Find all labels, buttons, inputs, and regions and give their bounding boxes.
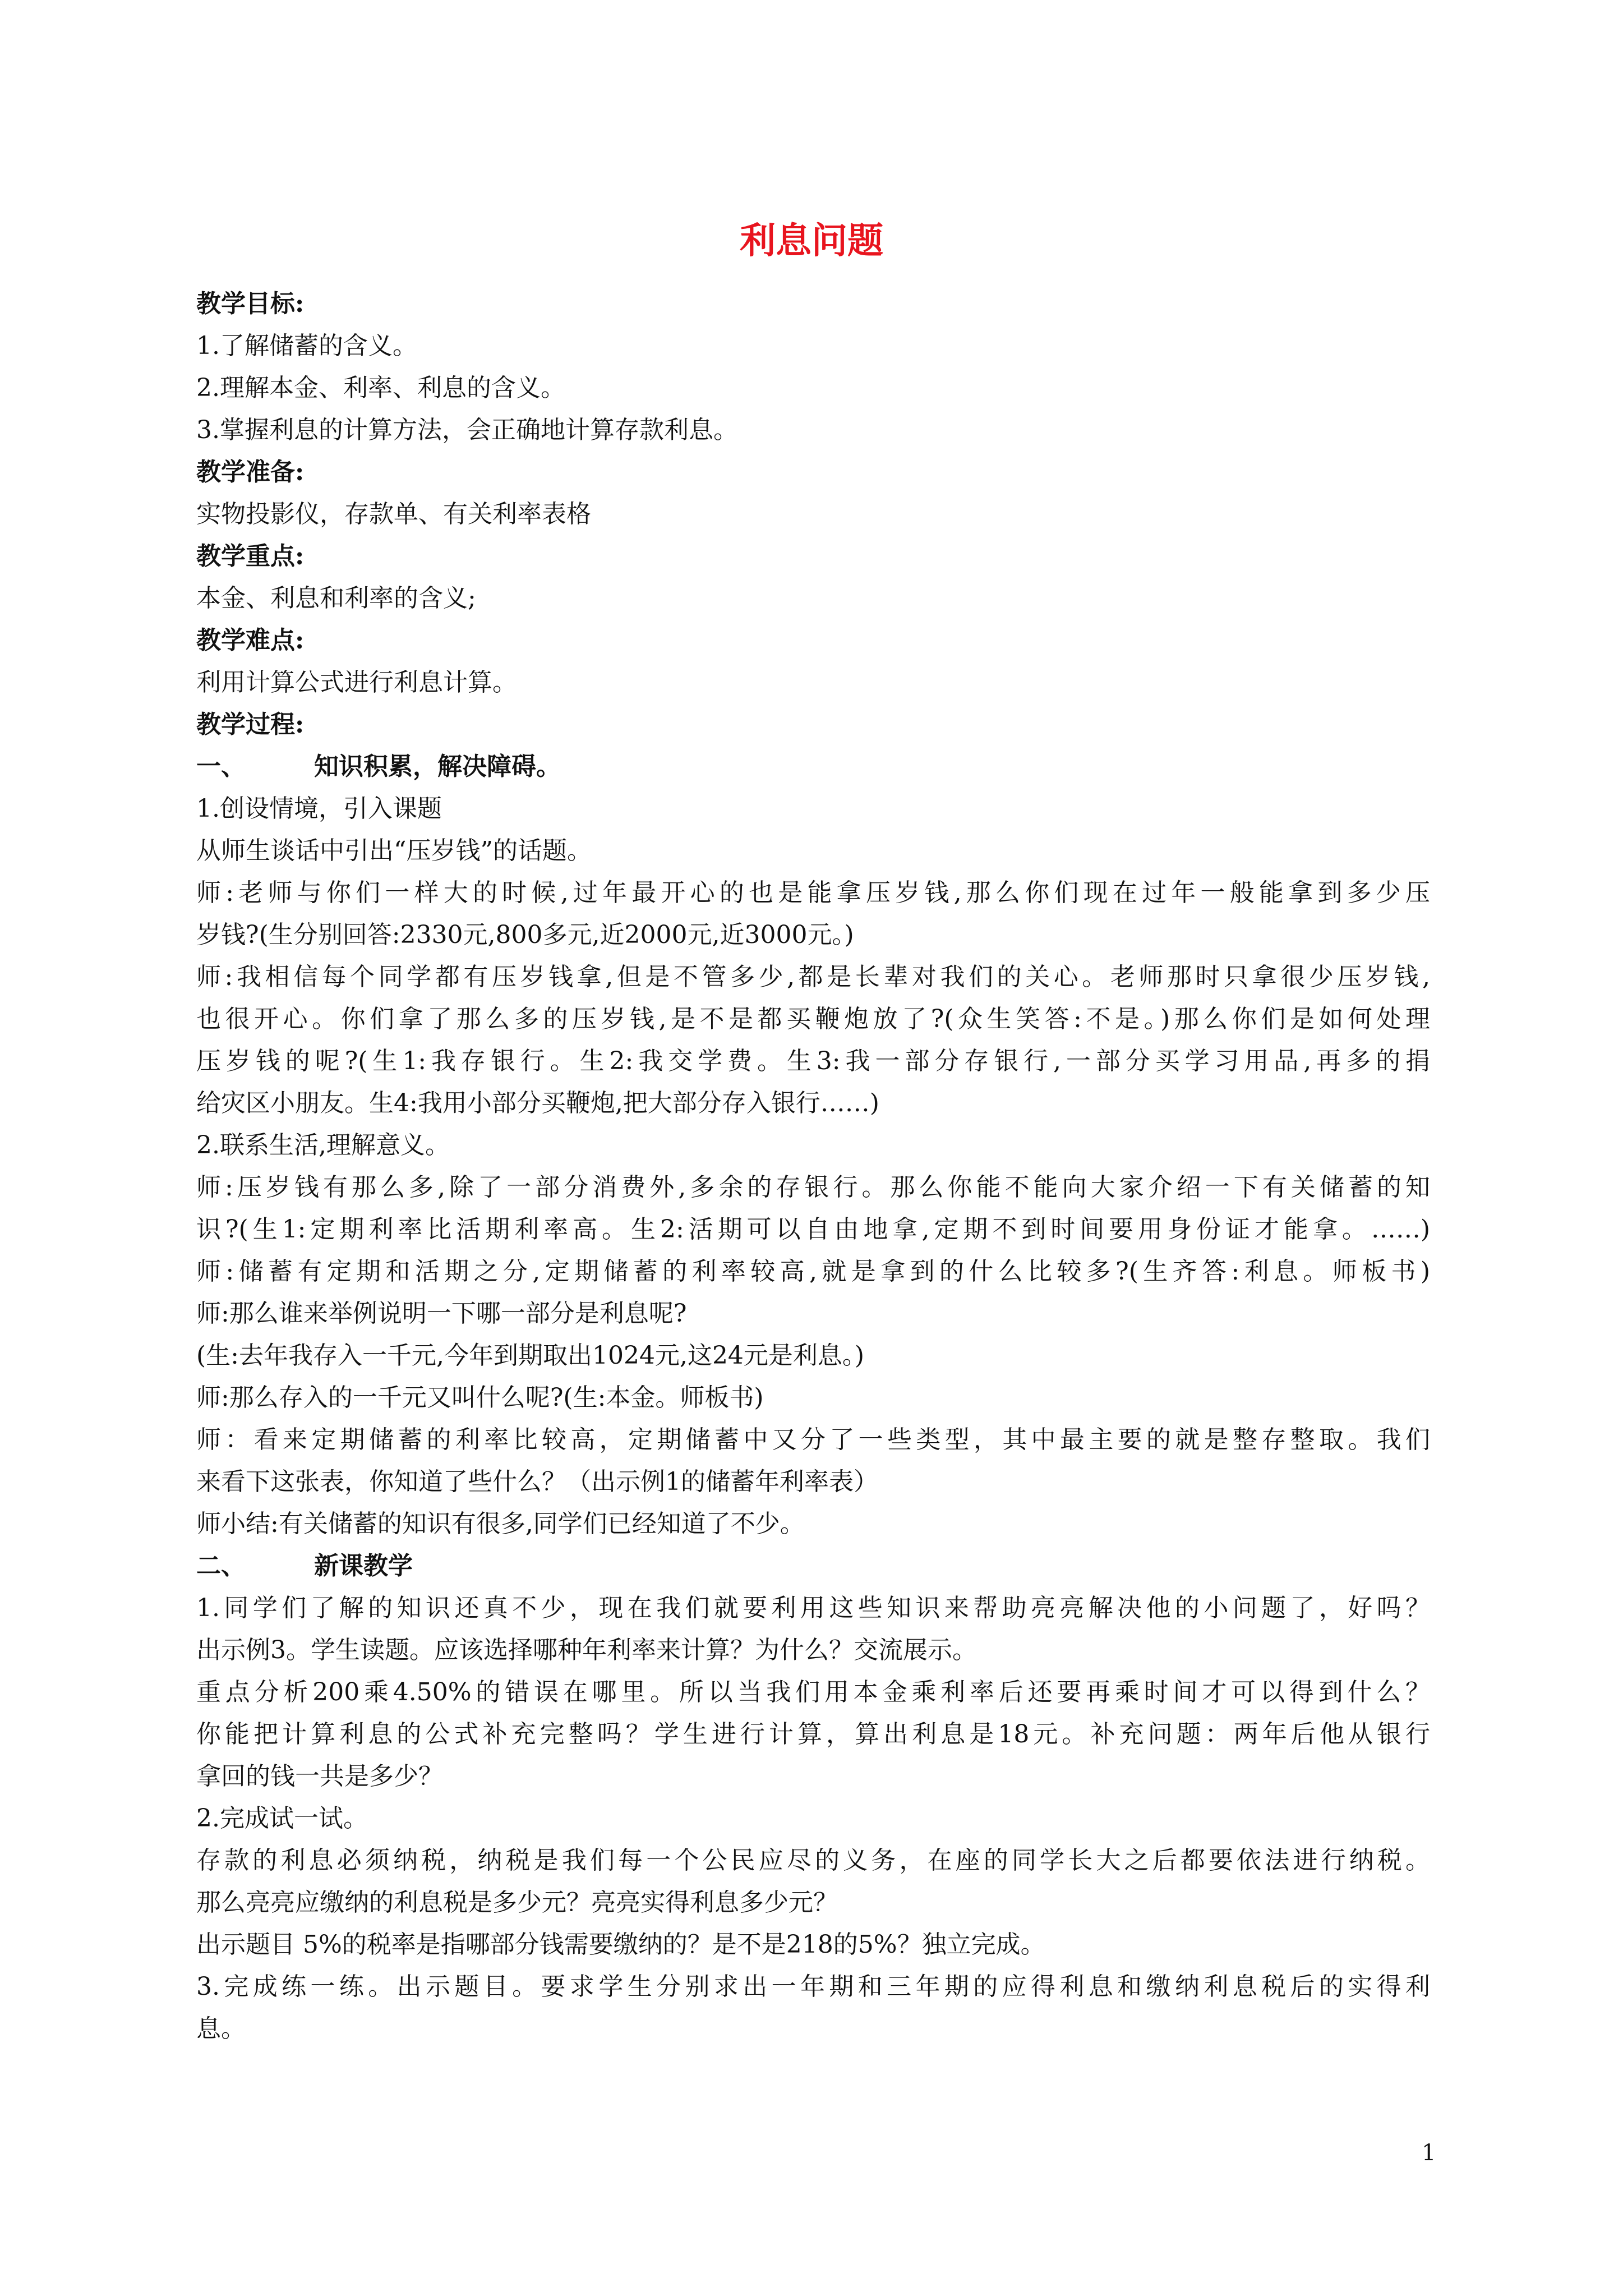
paragraph-line: 师小结:有关储蓄的知识有很多,同学们已经知道了不少。 [196,1510,805,1538]
paragraph-line: 师：看来定期储蓄的利率比较高，定期储蓄中又分了一些类型，其中最主要的就是整存整取。我们 [196,1425,1430,1454]
document-body [196,283,1430,2050]
paragraph-line: 2.完成试一试。 [196,1804,368,1833]
paragraph-line: 师:老师与你们一样大的时候,过年最开心的也是能拿压岁钱,那么你们现在过年一般能拿到多少压 [196,878,1430,907]
paragraph-line: 师:那么谁来举例说明一下哪一部分是利息呢? [196,1299,687,1328]
paragraph-line: 息。 [196,2014,246,2043]
section-one-title: 知识积累，解决障碍。 [314,752,561,781]
section-one-heading [196,746,1430,788]
paragraph-line: 师:储蓄有定期和活期之分,定期储蓄的利率较高,就是拿到的什么比较多?(生齐答:利息。师板书) [196,1257,1430,1286]
difficulty-heading: 教学难点: [196,626,305,655]
paragraph-line: 识?(生1:定期利率比活期利率高。生2:活期可以自由地拿,定期不到时间要用身份证才能拿。……) [196,1215,1430,1244]
paragraph-line: 1.同学们了解的知识还真不少，现在我们就要利用这些知识来帮助亮亮解决他的小问题了，好吗？ [196,1594,1430,1622]
paragraph-line: 来看下这张表，你知道了些什么？（出示例1的储蓄年利率表） [196,1467,878,1496]
paragraph-line: 拿回的钱一共是多少？ [196,1762,443,1791]
objectives-heading: 教学目标: [196,289,305,318]
section-two-number: 二、 [196,1552,246,1580]
paragraph-line: 出示题目 5%的税率是指哪部分钱需要缴纳的？是不是218的5%？独立完成。 [196,1930,1045,1959]
paragraph-line: 重点分析200乘4.50%的错误在哪里。所以当我们用本金乘利率后还要再乘时间才可以得到什么？ [196,1678,1430,1706]
objective-item: 2.理解本金、利率、利息的含义。 [196,374,565,402]
paragraph-line: 师:那么存入的一千元又叫什么呢?(生:本金。师板书) [196,1383,764,1412]
paragraph-line: 那么亮亮应缴纳的利息税是多少元？亮亮实得利息多少元？ [196,1888,838,1917]
paragraph-line: 1.创设情境，引入课题 [196,794,442,823]
paragraph-line: 出示例3。学生读题。应该选择哪种年利率来计算？为什么？交流展示。 [196,1636,977,1664]
paragraph-line: (生:去年我存入一千元,今年到期取出1024元,这24元是利息。) [196,1341,865,1370]
preparation-text: 实物投影仪，存款单、有关利率表格 [196,500,591,528]
objective-item: 3.掌握利息的计算方法，会正确地计算存款利息。 [196,416,738,444]
paragraph-line: 师:我相信每个同学都有压岁钱拿,但是不管多少,都是长辈对我们的关心。老师那时只拿很少压岁钱, [196,963,1430,991]
preparation-heading: 教学准备: [196,458,305,486]
objective-item: 1.了解储蓄的含义。 [196,332,417,360]
paragraph-line: 存款的利息必须纳税，纳税是我们每一个公民应尽的义务，在座的同学长大之后都要依法进行纳税。 [196,1846,1430,1875]
process-heading: 教学过程: [196,710,305,739]
page-title: 利息问题 [740,220,883,262]
section-two-heading [196,1545,1430,1587]
paragraph-line: 压岁钱的呢?(生1:我存银行。生2:我交学费。生3:我一部分存银行,一部分买学习用品,再多的捐 [196,1047,1430,1075]
page-number: 1 [1422,2140,1436,2166]
key-points-heading: 教学重点: [196,542,305,570]
paragraph-line: 也很开心。你们拿了那么多的压岁钱,是不是都买鞭炮放了?(众生笑答:不是。)那么你们是如何处理 [196,1005,1430,1033]
section-one-number: 一、 [196,752,246,781]
paragraph-line: 师:压岁钱有那么多,除了一部分消费外,多余的存银行。那么你能不能向大家介绍一下有关储蓄的知 [196,1173,1430,1202]
paragraph-line: 从师生谈话中引出“压岁钱”的话题。 [196,836,592,865]
section-two-title: 新课教学 [314,1552,413,1580]
difficulty-text: 利用计算公式进行利息计算。 [196,668,517,697]
key-points-text: 本金、利息和利率的含义; [196,584,476,613]
paragraph-line: 你能把计算利息的公式补充完整吗？学生进行计算，算出利息是18元。补充问题：两年后他从银行 [196,1720,1430,1749]
paragraph-line: 2.联系生活,理解意义。 [196,1131,450,1159]
paragraph-line: 3.完成练一练。出示题目。要求学生分别求出一年期和三年期的应得利息和缴纳利息税后的实得利 [196,1972,1430,2001]
paragraph-line: 岁钱?(生分别回答:2330元,800多元,近2000元,近3000元。) [196,921,854,949]
paragraph-line: 给灾区小朋友。生4:我用小部分买鞭炮,把大部分存入银行……) [196,1089,879,1117]
